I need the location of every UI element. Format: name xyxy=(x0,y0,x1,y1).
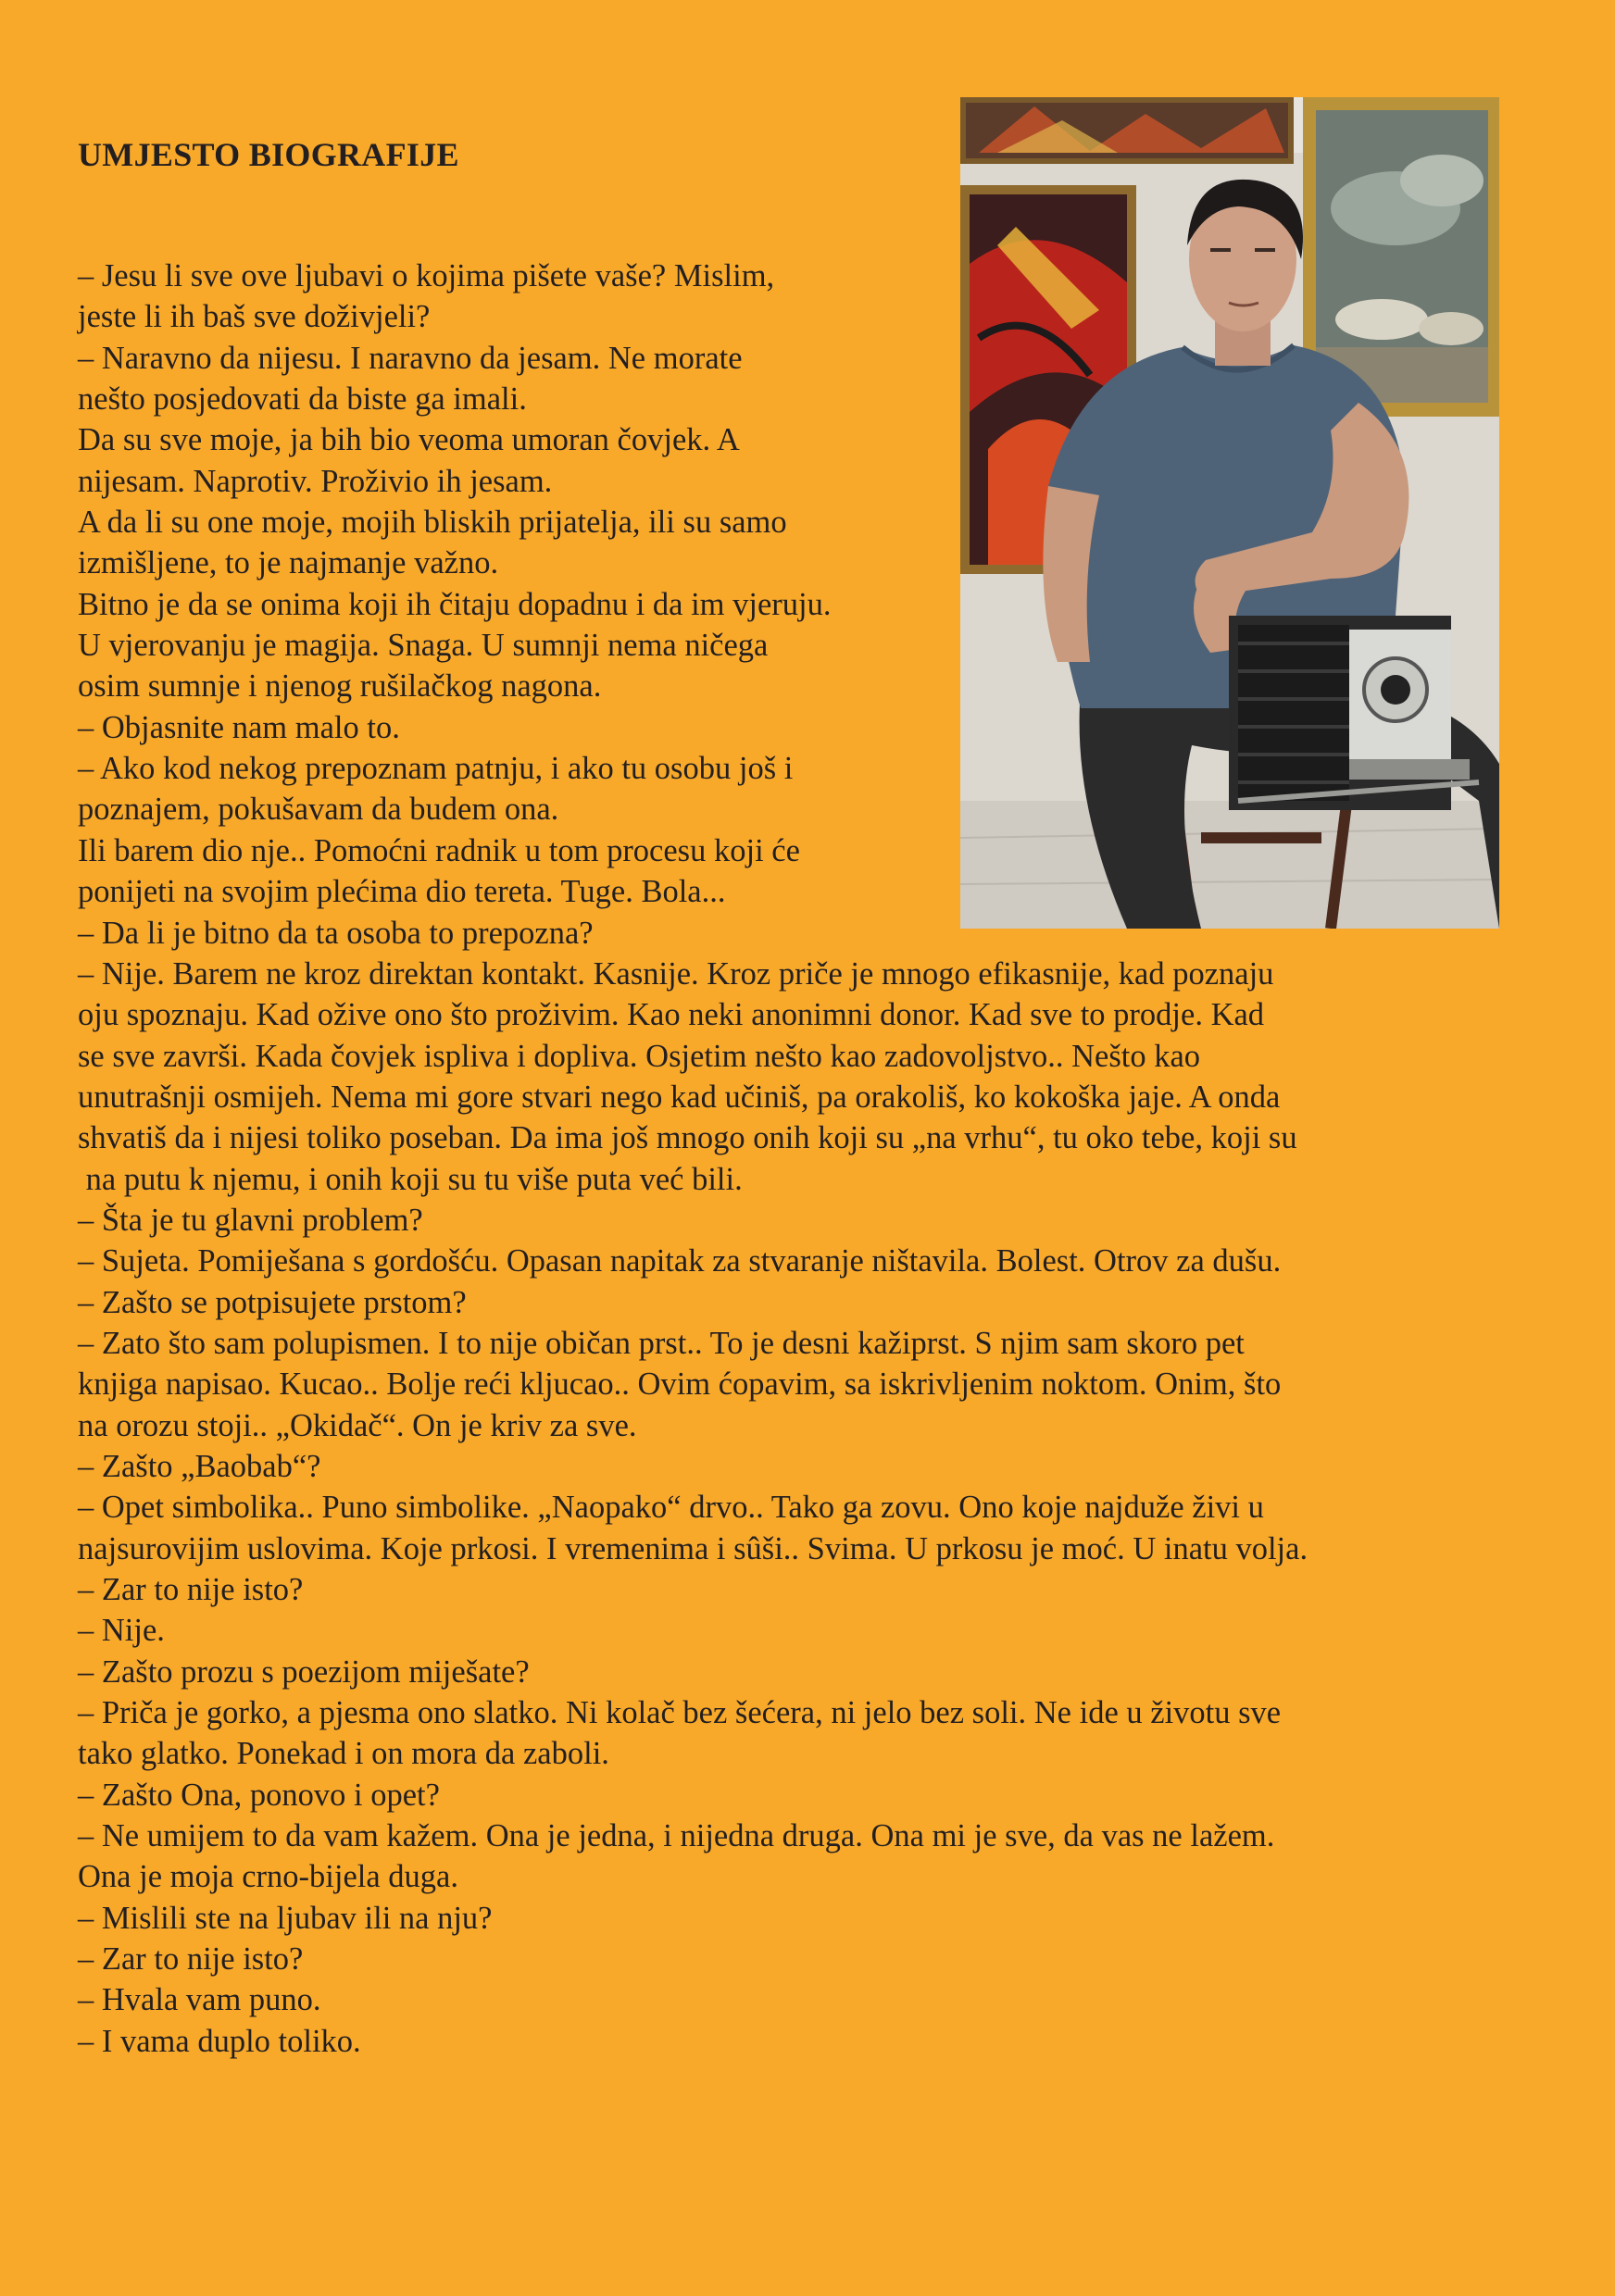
text-line: Ili barem dio nje.. Pomoćni radnik u tom procesu koji će xyxy=(78,832,800,868)
text-line: poznajem, pokušavam da budem ona. xyxy=(78,792,559,828)
text-line: – Mislili ste na ljubav ili na nju? xyxy=(78,1900,493,1936)
text-line: – Opet simbolika.. Puno simbolike. „Naopako“ drvo.. Tako ga zovu. Ono koje najduže živi u xyxy=(78,1490,1264,1526)
text-line: oju spoznaju. Kad ožive ono što proživim. Kao neki anonimni donor. Kad sve to prodje. Kad xyxy=(78,997,1265,1033)
text-line: nijesam. Naprotiv. Proživio ih jesam. xyxy=(78,463,553,499)
text-line: izmišljene, to je najmanje važno. xyxy=(78,545,499,581)
text-line: – Zar to nije isto? xyxy=(78,1572,304,1607)
text-line: – Da li je bitno da ta osoba to prepozna? xyxy=(78,915,594,951)
text-line: Bitno je da se onima koji ih čitaju dopadnu i da im vjeruju. xyxy=(78,586,832,622)
text-line: – Ako kod nekog prepoznam patnju, i ako tu osobu još i xyxy=(78,751,794,787)
text-line: Da su sve moje, ja bih bio veoma umoran čovjek. A xyxy=(78,422,740,458)
text-line: – I vama duplo toliko. xyxy=(78,2023,361,2059)
text-line: na orozu stoji.. „Okidač“. On je kriv za sve. xyxy=(78,1407,637,1443)
text-line: Ona je moja crno-bijela duga. xyxy=(78,1859,458,1895)
text-line: – Zašto „Baobab“? xyxy=(78,1448,321,1484)
interview-text xyxy=(78,256,1504,2062)
text-line: U vjerovanju je magija. Snaga. U sumnji nema ničega xyxy=(78,628,769,664)
text-line: – Zašto se potpisujete prstom? xyxy=(78,1284,467,1320)
text-line: – Nije. Barem ne kroz direktan kontakt. Kasnije. Kroz priče je mnogo efikasnije, kad poznaju xyxy=(78,955,1274,992)
text-line: unutrašnji osmijeh. Nema mi gore stvari nego kad učiniš, pa orakoliš, ko kokoška jaje. A onda xyxy=(78,1079,1281,1115)
text-line: – Šta je tu glavni problem? xyxy=(78,1202,423,1238)
text-line: nešto posjedovati da biste ga imali. xyxy=(78,381,527,418)
text-line: – Zar to nije isto? xyxy=(78,1941,304,1978)
page-title: UMJESTO BIOGRAFIJE xyxy=(78,136,459,173)
text-line: – Objasnite nam malo to. xyxy=(78,709,400,745)
text-line: tako glatko. Ponekad i on mora da zaboli. xyxy=(78,1736,609,1772)
text-line: najsurovijim uslovima. Koje prkosi. I vremenima i sûši.. Svima. U prkosu je moć. U inatu volja. xyxy=(78,1530,1308,1566)
text-line: – Priča je gorko, a pjesma ono slatko. Ni kolač bez šećera, ni jelo bez soli. Ne ide u životu sve xyxy=(78,1695,1282,1731)
text-line: knjiga napisao. Kucao.. Bolje reći kljucao.. Ovim ćopavim, sa iskrivljenim noktom. Onim, što xyxy=(78,1366,1282,1403)
text-line: – Zato što sam polupismen. I to nije običan prst.. To je desni kažiprst. S njim sam skoro pet xyxy=(78,1325,1245,1361)
text-line: – Zašto prozu s poezijom miješate? xyxy=(78,1653,530,1690)
text-line: – Ne umijem to da vam kažem. Ona je jedna, i nijedna druga. Ona mi je sve, da vas ne lažem. xyxy=(78,1818,1275,1854)
text-line: – Sujeta. Pomiješana s gordošću. Opasan napitak za stvaranje ništavila. Bolest. Otrov za dušu. xyxy=(78,1243,1282,1279)
text-line: se sve završi. Kada čovjek ispliva i dopliva. Osjetim nešto kao zadovoljstvo.. Nešto kao xyxy=(78,1038,1201,1074)
text-line: – Jesu li sve ove ljubavi o kojima pišete vaše? Mislim, xyxy=(78,258,775,293)
text-line: – Naravno da nijesu. I naravno da jesam. Ne morate xyxy=(78,340,743,376)
text-line: ponijeti na svojim plećima dio tereta. Tuge. Bola... xyxy=(78,874,726,910)
text-line: A da li su one moje, mojih bliskih prijatelja, ili su samo xyxy=(78,505,787,541)
text-line: shvatiš da i nijesi toliko poseban. Da ima još mnogo onih koji su „na vrhu“, tu oko tebe, koji su xyxy=(78,1120,1297,1156)
text-line: – Hvala vam puno. xyxy=(78,1982,321,2018)
text-line: jeste li ih baš sve doživjeli? xyxy=(78,299,431,335)
text-line: osim sumnje i njenog rušilačkog nagona. xyxy=(78,668,602,705)
text-line: – Zašto Ona, ponovo i opet? xyxy=(78,1777,440,1813)
text-line: na putu k njemu, i onih koji su tu više puta već bili. xyxy=(78,1161,743,1197)
text-line: – Nije. xyxy=(78,1613,165,1649)
